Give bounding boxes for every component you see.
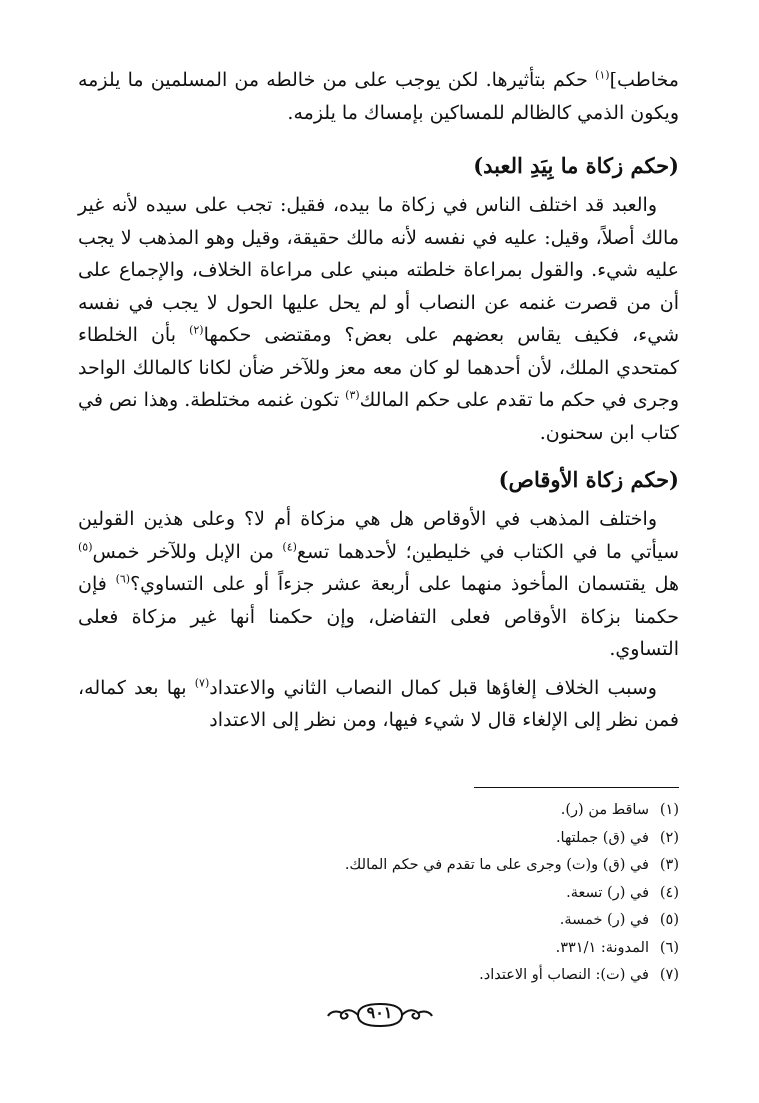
page-number: ٩٠١ <box>366 1003 393 1022</box>
footnote-marker[interactable]: (٦) <box>115 572 131 586</box>
footnote-number: (١) <box>659 802 679 818</box>
paragraph-text: بها بعد كماله، فمن نظر إلى الإلغاء قال لا شيء فيها، ومن نظر إلى الاعتداد <box>78 676 679 731</box>
paragraph-text: واختلف المذهب في الأوقاص هل هي مزكاة أم لا؟ وعلى هذين القولين سيأتي ما في الكتاب في خليطين؛ لأحدهما تسع <box>78 508 679 563</box>
page-number-ornament <box>0 1000 759 1030</box>
footnote-item <box>80 962 679 990</box>
paragraph-text: وسبب الخلاف إلغاؤها قبل كمال النصاب الثاني والاعتداد <box>209 676 657 699</box>
footnote-text: في (ت): النصاب أو الاعتداد. <box>479 967 649 983</box>
footnote-item <box>80 825 679 853</box>
paragraph-text: مخاطب] <box>609 69 679 91</box>
paragraph-2 <box>78 189 679 449</box>
footnotes-list <box>80 797 679 990</box>
footnote-number: (٦) <box>659 939 679 956</box>
footnote-marker[interactable]: (٧) <box>194 676 210 690</box>
footnote-text: في (ر) تسعة. <box>566 884 649 901</box>
footnote-text: المدونة: ٣٣١/١. <box>555 939 649 956</box>
footnote-marker[interactable]: (٤) <box>282 540 297 554</box>
paragraph-1 <box>78 64 679 129</box>
page-body <box>78 64 679 737</box>
footnote-marker[interactable]: (١) <box>595 68 610 82</box>
paragraph-text: والعبد قد اختلف الناس في زكاة ما بيده، فقيل: تجب على سيده لأنه غير مالك أصلاً، وقيل: عليه في نفسه لأنه مالك حقيقة، وقيل وهو المذهب لا يجب عليه شيء. والقول بمراعاة خلطته مبني على مراعاة الخلاف، والإجماع على أن من قصرت غنمه عن النصاب أو لم يحل عليها الحول لا يجب في نفسه شيء، فكيف يقاس بعضهم على بعض؟ ومقتضى حكمها <box>78 194 679 346</box>
footnote-text: في (ق) جملتها. <box>555 829 649 846</box>
footnote-number: (٤) <box>659 884 679 901</box>
footnote-item <box>80 852 679 880</box>
footnote-number: (٢) <box>659 829 679 846</box>
footnote-number: (٣) <box>659 857 679 873</box>
paragraph-4 <box>78 672 679 737</box>
paragraph-3 <box>78 503 679 666</box>
footnote-item <box>80 880 679 908</box>
footnote-item <box>80 935 679 963</box>
paragraph-text: حكم بتأثيرها. لكن يوجب على من خالطه من المسلمين ما يلزمه ويكون الذمي كالظالم للمساكين بإمساك ما يلزمه. <box>78 69 679 124</box>
footnote-text: في (ق) و(ت) وجرى على ما تقدم في حكم المالك. <box>344 857 649 873</box>
paragraph-text: من الإبل وللآخر خمس <box>92 540 283 563</box>
paragraph-text: تكون غنمه مختلطة. وهذا نص في كتاب ابن سحنون. <box>78 389 679 444</box>
footnote-text: في (ر) خمسة. <box>559 912 649 928</box>
footnote-text: ساقط من (ر). <box>560 802 649 818</box>
footnote-item <box>80 797 679 825</box>
section-heading-awqas: (حكم زكاة الأوقاص) <box>498 467 679 492</box>
footnote-marker[interactable]: (٢) <box>189 323 204 337</box>
paragraph-text: بأن الخلطاء كمتحدي الملك، لأن أحدهما لو كان معه معز وللآخر ضأن لكانا كالمالك الواحد وجرى في حكم ما تقدم على حكم المالك <box>78 324 679 411</box>
footnote-item <box>80 907 679 935</box>
footnote-number: (٥) <box>659 912 679 928</box>
footnote-divider <box>474 787 679 788</box>
paragraph-text: هل يقتسمان المأخوذ منهما على أربعة عشر جزءاً أو على التساوي؟ <box>130 573 679 595</box>
footnote-marker[interactable]: (٣) <box>345 388 360 402</box>
footnote-marker[interactable]: (٥) <box>78 540 93 554</box>
paragraph-text: فإن حكمنا بزكاة الأوقاص فعلى التفاضل، وإن حكمنا أنها غير مزكاة فعلى التساوي. <box>78 573 679 660</box>
section-heading-slave-zakat: (حكم زكاة ما بِيَدِ العبد) <box>473 153 679 178</box>
footnote-number: (٧) <box>659 967 679 983</box>
